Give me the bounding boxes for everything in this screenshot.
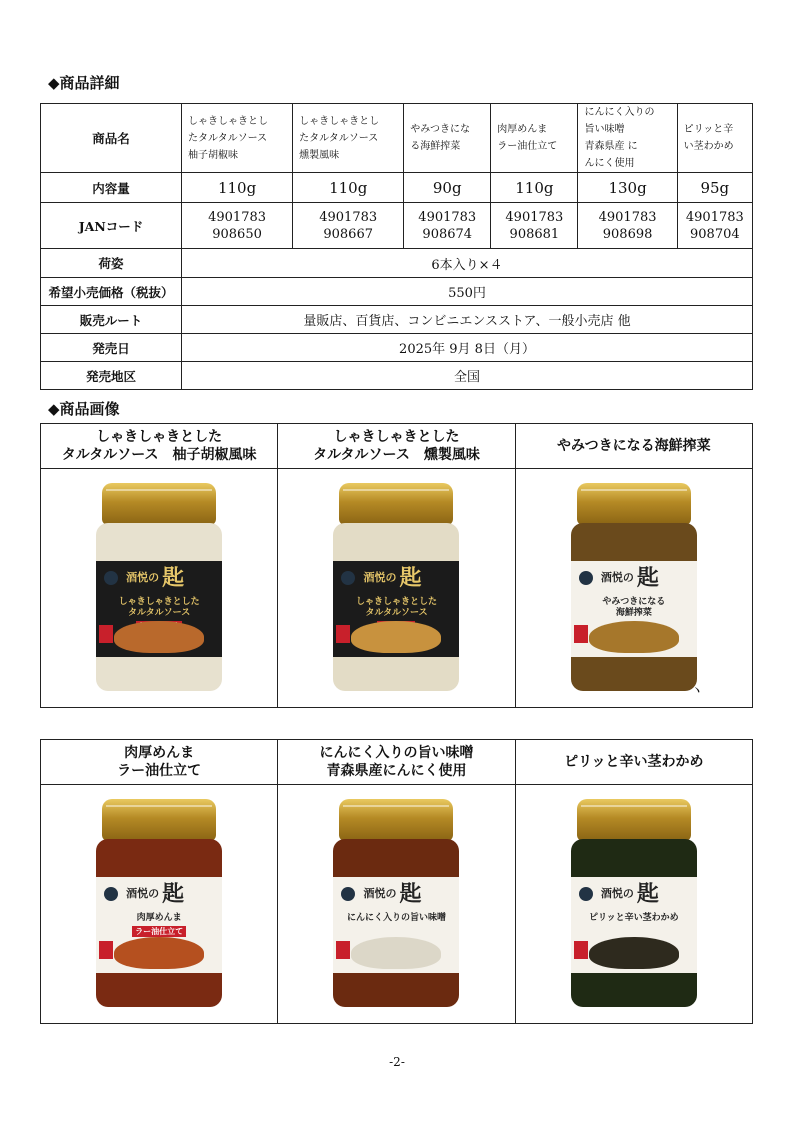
jar-lid: [339, 799, 453, 841]
label-area: 発売地区: [41, 362, 182, 390]
jan-code-line: 4901783: [319, 209, 378, 225]
product-details-table: [40, 103, 753, 390]
row-packing: [41, 249, 753, 278]
product-name-cell: [182, 104, 293, 173]
product-name-cell: [404, 104, 491, 173]
jar-label-line: しゃきしゃきとした: [118, 597, 200, 607]
jan-cell: [578, 203, 677, 249]
row-route: [41, 306, 753, 334]
jar-body: [333, 523, 459, 691]
jar-brand: 酒悦の: [126, 571, 160, 584]
row-product-name: [41, 104, 753, 173]
badge-icon: [99, 625, 113, 643]
jar-label-text: [102, 913, 216, 938]
volume-cell: 110g: [293, 173, 404, 203]
jan-code-line: 908681: [509, 226, 560, 242]
label-route: 販売ルート: [41, 306, 182, 334]
product-name-line: たタルタルソース: [188, 132, 268, 144]
product-name-line: にんにく入りの: [584, 107, 655, 118]
jan-code-line: 4901783: [208, 209, 267, 225]
jan-cell: [491, 203, 578, 249]
jar-label-line: にんにく入りの旨い味噌: [346, 913, 446, 923]
jar-label: [96, 877, 222, 973]
product-name-line: 青森県産 に: [584, 141, 638, 152]
crest-icon: [104, 887, 118, 901]
label-release: 発売日: [41, 334, 182, 362]
image-cell: [515, 469, 752, 708]
jan-code-line: 908650: [212, 226, 262, 242]
jar-lid: [577, 799, 691, 841]
release-value: 2025年 9月 8日（月）: [182, 334, 753, 362]
badge-icon: [574, 941, 588, 959]
jar-label-line: ピリッと辛い茎わかめ: [589, 913, 679, 923]
food-photo: [351, 937, 441, 969]
image-title: [278, 424, 515, 469]
crest-icon: [579, 887, 593, 901]
product-name-line: やみつきにな: [410, 124, 471, 135]
jar-brand: 酒悦の: [600, 887, 634, 900]
volume-cell: 130g: [578, 173, 677, 203]
jar-brand: 酒悦の: [600, 571, 634, 584]
product-jar-image: [569, 799, 699, 1009]
jar-body: [571, 839, 697, 1007]
jar-label: [571, 877, 697, 973]
image-title-line: 青森県産にんにく使用: [326, 763, 467, 779]
jar-lid: [339, 483, 453, 525]
volume-cell: 95g: [677, 173, 752, 203]
product-image-grid-2: [40, 739, 753, 1024]
jar-body: [333, 839, 459, 1007]
jar-brand-kanji: 匙: [162, 881, 185, 907]
product-jar-image: [94, 483, 224, 693]
product-name-line: しゃきしゃきとし: [188, 115, 268, 127]
row-volume: [41, 173, 753, 203]
area-value: 全国: [182, 362, 753, 390]
jar-label-line: タルタルソース: [365, 608, 428, 618]
image-title-line: タルタルソース 柚子胡椒風味: [61, 447, 257, 463]
jan-code-line: 908704: [690, 226, 740, 242]
jar-tag: ラー油仕立て: [132, 926, 186, 937]
volume-cell: 110g: [182, 173, 293, 203]
jar-brand: 酒悦の: [363, 571, 397, 584]
jar-label-line: 肉厚めんま: [136, 913, 182, 923]
product-name-line: 柚子胡椒味: [188, 149, 238, 161]
jar-body: [96, 839, 222, 1007]
jar-brand-kanji: 匙: [162, 565, 185, 591]
food-photo: [589, 621, 679, 653]
price-value: 550円: [182, 278, 753, 306]
product-name-line: ラー油仕立て: [497, 141, 558, 152]
route-value: 量販店、百貨店、コンビニエンスストア、一般小売店 他: [182, 306, 753, 334]
crest-icon: [579, 571, 593, 585]
jan-code-line: 4901783: [418, 209, 477, 225]
jar-label-line: しゃきしゃきとした: [355, 597, 437, 607]
product-name-line: 肉厚めんま: [497, 124, 548, 135]
crest-icon: [104, 571, 118, 585]
jar-label: [333, 561, 459, 657]
product-name-line: んにく使用: [584, 158, 635, 169]
product-image-grid-1: [40, 423, 753, 708]
product-jar-image: [331, 799, 461, 1009]
jan-cell: [182, 203, 293, 249]
row-price: [41, 278, 753, 306]
jar-brand: 酒悦の: [126, 887, 160, 900]
label-price: 希望小売価格（税抜）: [41, 278, 182, 306]
image-title: [515, 424, 752, 469]
product-name-cell: [491, 104, 578, 173]
image-title-line: ピリッと辛い茎わかめ: [564, 754, 704, 770]
jar-body: [571, 523, 697, 691]
jar-label-text: [577, 597, 691, 619]
jan-cell: [677, 203, 752, 249]
jar-body: [96, 523, 222, 691]
badge-icon: [336, 625, 350, 643]
product-name-line: 旨い味噌: [584, 124, 625, 135]
food-photo: [351, 621, 441, 653]
image-title-line: にんにく入りの旨い味噌: [319, 745, 474, 761]
product-name-line: ピリッと辛: [683, 124, 734, 135]
volume-cell: 110g: [491, 173, 578, 203]
food-photo: [114, 937, 204, 969]
food-photo: [589, 937, 679, 969]
row-release: [41, 334, 753, 362]
product-name-cell: [677, 104, 752, 173]
jar-label: [333, 877, 459, 973]
product-name-line: る海鮮搾菜: [410, 141, 461, 152]
image-title: [278, 740, 515, 785]
food-photo: [114, 621, 204, 653]
image-cell: [41, 785, 278, 1024]
jan-code-line: 4901783: [505, 209, 564, 225]
jan-code-line: 908674: [422, 226, 473, 242]
jar-lid: [102, 483, 216, 525]
badge-icon: [574, 625, 588, 643]
product-name-cell: [578, 104, 677, 173]
image-title-line: しゃきしゃきとした: [96, 429, 223, 445]
image-title-line: 肉厚めんま: [124, 745, 195, 761]
jan-code-line: 4901783: [685, 209, 744, 225]
jar-label-text: [577, 913, 691, 924]
product-name-cell: [293, 104, 404, 173]
jar-label: [96, 561, 222, 657]
image-title: [515, 740, 752, 785]
image-cell: [278, 785, 515, 1024]
product-jar-image: [94, 799, 224, 1009]
jar-label-line: やみつきになる: [602, 597, 666, 607]
image-title-line: ラー油仕立て: [117, 763, 202, 779]
row-area: [41, 362, 753, 390]
jar-label-line: タルタルソース: [128, 608, 191, 618]
product-name-line: 燻製風味: [299, 149, 340, 161]
jar-label-line: 海鮮搾菜: [615, 608, 652, 618]
volume-cell: 90g: [404, 173, 491, 203]
jar-lid: [102, 799, 216, 841]
label-name: 商品名: [41, 104, 182, 173]
jan-cell: [293, 203, 404, 249]
crest-icon: [341, 571, 355, 585]
row-jan: [41, 203, 753, 249]
stray-mark: ヽ: [690, 683, 704, 699]
image-title: [41, 740, 278, 785]
packing-value: 6本入り×４: [182, 249, 753, 278]
jan-code-line: 908667: [323, 226, 373, 242]
jar-brand-kanji: 匙: [636, 565, 659, 591]
jan-code-line: 908698: [602, 226, 653, 242]
image-title-line: しゃきしゃきとした: [333, 429, 460, 445]
jar-lid: [577, 483, 691, 525]
jan-code-line: 4901783: [598, 209, 657, 225]
page-number: -2-: [389, 1055, 405, 1069]
badge-icon: [99, 941, 113, 959]
product-name-line: い茎わかめ: [683, 141, 734, 152]
section-images-heading: ◆商品画像: [48, 400, 120, 418]
jar-label: [571, 561, 697, 657]
image-cell: [278, 469, 515, 708]
crest-icon: [341, 887, 355, 901]
section-details-heading: ◆商品詳細: [48, 74, 120, 92]
image-title: [41, 424, 278, 469]
jar-brand-kanji: 匙: [399, 881, 422, 907]
label-volume: 内容量: [41, 173, 182, 203]
product-jar-image: [331, 483, 461, 693]
image-cell: [515, 785, 752, 1024]
jar-brand-kanji: 匙: [636, 881, 659, 907]
image-title-line: タルタルソース 燻製風味: [313, 447, 480, 463]
product-name-line: たタルタルソース: [299, 132, 379, 144]
image-title-line: やみつきになる海鮮搾菜: [556, 438, 711, 454]
badge-icon: [336, 941, 350, 959]
label-jan: JANコード: [41, 203, 182, 249]
product-name-line: しゃきしゃきとし: [299, 115, 380, 127]
jar-brand: 酒悦の: [363, 887, 397, 900]
jar-label-text: [339, 913, 453, 924]
label-packing: 荷姿: [41, 249, 182, 278]
product-jar-image: [569, 483, 699, 693]
jan-cell: [404, 203, 491, 249]
jar-brand-kanji: 匙: [399, 565, 422, 591]
image-cell: [41, 469, 278, 708]
